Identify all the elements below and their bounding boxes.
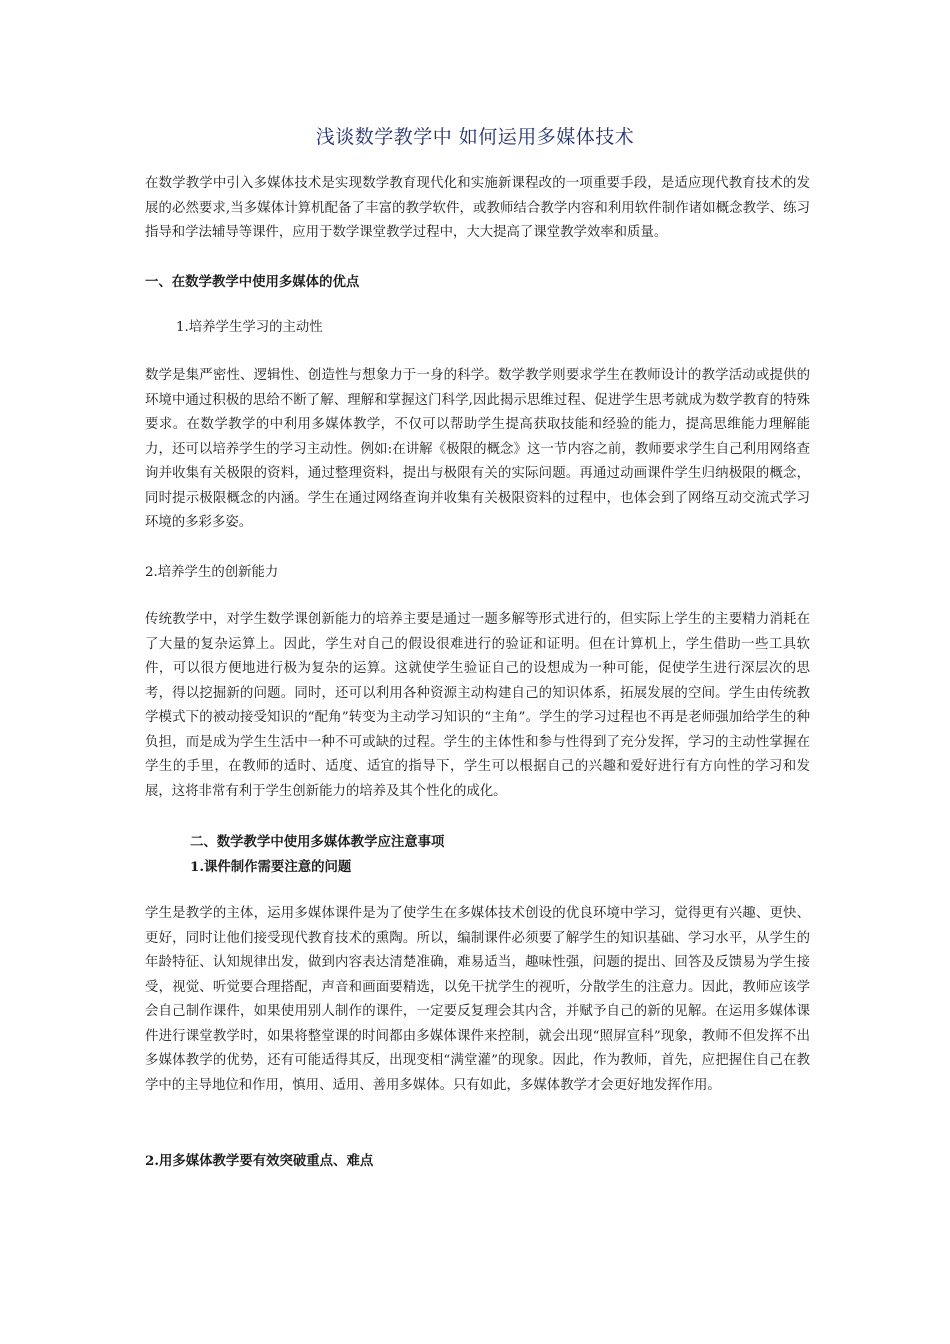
section1-heading: 一、在数学教学中使用多媒体的优点: [145, 274, 360, 290]
intro-paragraph: 在数学教学中引入多媒体技术是实现数学教育现代化和实施新课程改的一项重要手段，是适应现代教育技术的发展的必然要求,当多媒体计算机配备了丰富的教学软件，或教师结合教学内容和利用软件制作诸如概念教学、练习指导和学法辅导等课件，应用于数学课堂教学过程中，大大提高了课堂教学效率和质量。: [145, 176, 810, 240]
section2-paragraph1: 学生是教学的主体，运用多媒体课件是为了使学生在多媒体技术创设的优良环境中学习，觉得更有兴趣、更快、更好，同时让他们接受现代教育技术的熏陶。所以，编制课件必须要了解学生的知识基础、学习水平，从学生的年龄特征、认知规律出发，做到内容表达清楚准确，难易适当，趣味性强，问题的提出、回答及反馈易为学生接受，视觉、听觉要合理搭配，声音和画面要精选，以免干扰学生的视听，分散学生的注意力。因此，教师应该学会自己制作课件，如果使用别人制作的课件，一定要反复理会其内含，并赋予自己的新的见解。在运用多媒体课件进行课堂教学时，如果将整堂课的时间都由多媒体课件来控制，就会出现“照屏宣科”现象，教师不但发挥不出多媒体教学的优势，还有可能适得其反，出现变相“满堂灌”的现象。因此，作为教师，首先，应把握住自己在教学中的主导地位和作用，慎用、适用、善用多媒体。只有如此，多媒体教学才会更好地发挥作用。: [145, 906, 810, 1093]
section1-paragraph1: 数学是集严密性、逻辑性、创造性与想象力于一身的科学。数学教学则要求学生在教师设计的教学活动或提供的环境中通过积极的思给不断了解、理解和掌握这门科学,因此揭示思维过程、促进学生思考就成为数学教育的特殊要求。在数学教学的中利用多媒体教学，不仅可以帮助学生提高获取技能和经验的能力，提高思维能力理解能力，还可以培养学生的学习主动性。例如:在讲解《极限的概念》这一节内容之前，教师要求学生自己利用网络查询并收集有关极限的资料，通过整理资料，提出与极限有关的实际问题。再通过动画课件学生归纳极限的概念，同时提示极限概念的内涵。学生在通过网络查询并收集有关极限资料的过程中，也体会到了网络互动交流式学习环境的多彩多姿。: [145, 368, 810, 530]
section1-sub1-heading: 1.培养学生学习的主动性: [176, 320, 323, 335]
document-title: 浅谈数学教学中 如何运用多媒体技术: [315, 126, 635, 148]
section1-paragraph2: 传统教学中，对学生数学课创新能力的培养主要是通过一题多解等形式进行的，但实际上学生的主要精力消耗在了大量的复杂运算上。因此，学生对自己的假设很难进行的验证和证明。但在计算机上，学生借助一些工具软件，可以很方便地进行极为复杂的运算。这就使学生验证自己的设想成为一种可能，促使学生进行深层次的思考，得以挖掘新的问题。同时，还可以利用各种资源主动构建自己的知识体系，拓展发展的空间。学生由传统教学模式下的被动接受知识的“配角”转变为主动学习知识的“主角”。学生的学习过程也不再是老师强加给学生的种负担，而是成为学生生活中一种不可或缺的过程。学生的主体性和参与性得到了充分发挥，学习的主动性掌握在学生的手里，在教师的适时、适度、适宜的指导下，学生可以根据自己的兴趣和爱好进行有方向性的学习和发展，这将非常有利于学生创新能力的培养及其个性化的成化。: [145, 612, 810, 799]
section2-sub1-heading: 1.课件制作需要注意的问题: [190, 859, 352, 875]
section1-sub2-heading: 2.培养学生的创新能力: [145, 565, 279, 580]
section2-heading: 二、数学教学中使用多媒体教学应注意事项: [190, 834, 445, 850]
section2-sub2-heading: 2.用多媒体教学要有效突破重点、难点: [145, 1153, 374, 1169]
